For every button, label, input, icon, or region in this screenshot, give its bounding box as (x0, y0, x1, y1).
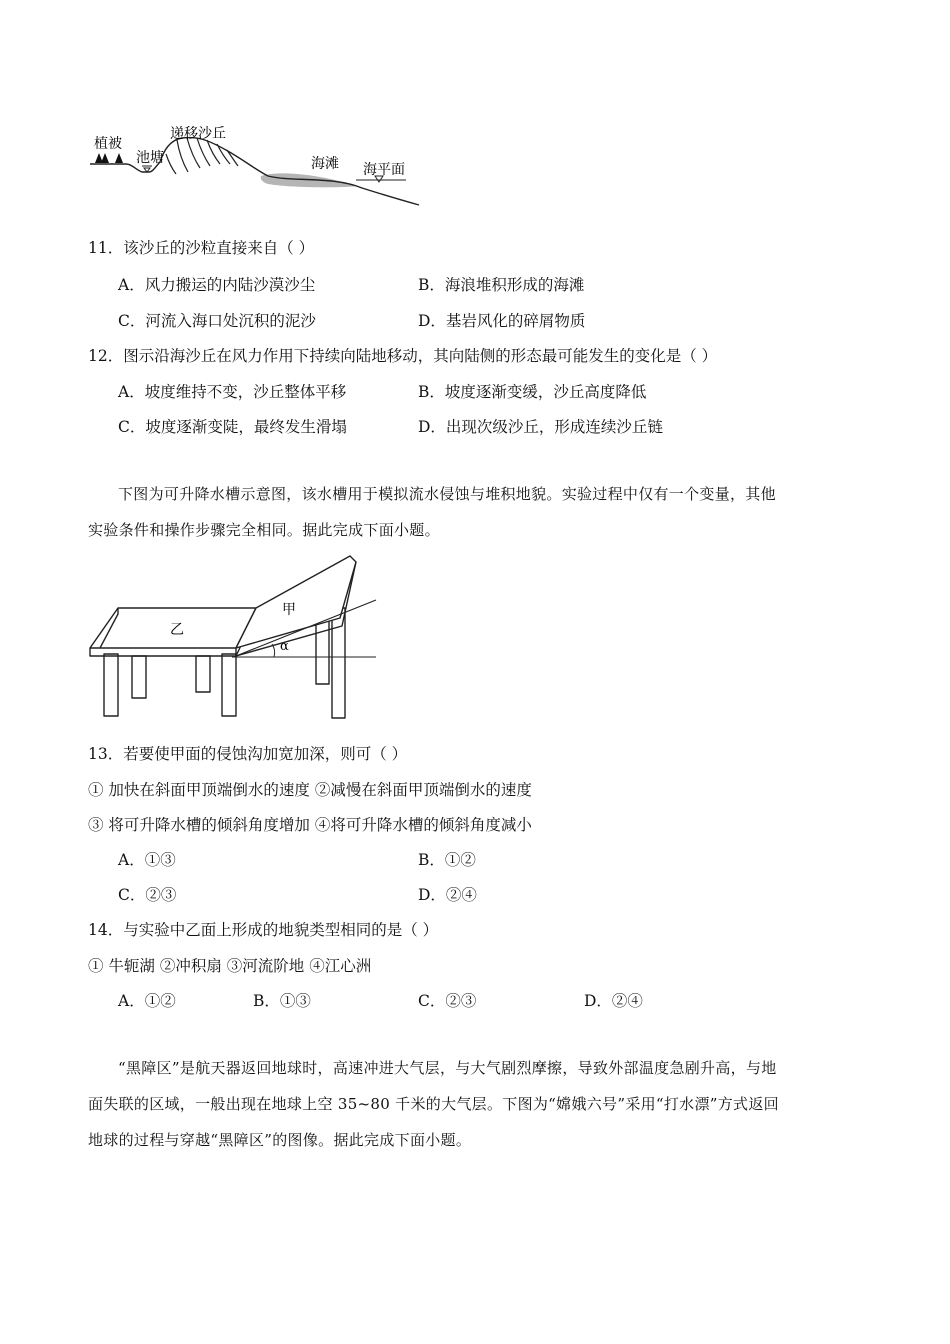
flume-leg (222, 654, 236, 716)
beach-shading (261, 173, 358, 187)
passage-flume-line2: 实验条件和操作步骤完全相同。据此完成下面小题。 (88, 521, 440, 539)
q11-option-d[interactable]: D．基岩风化的碎屑物质 (418, 312, 586, 330)
q11-stem: 11．该沙丘的沙粒直接来自（ ） (88, 239, 315, 257)
q12-option-a[interactable]: A．坡度维持不变，沙丘整体平移 (118, 383, 347, 401)
q12-stem: 12．图示沿海沙丘在风力作用下持续向陆地移动，其向陆侧的形态最可能发生的变化是（ ） (88, 347, 718, 365)
passage-blackout-line3: 地球的过程与穿越“黑障区”的图像。据此完成下面小题。 (88, 1131, 472, 1149)
q11-option-a[interactable]: A．风力搬运的内陆沙漠沙尘 (118, 276, 316, 294)
passage-blackout-intro (88, 1050, 863, 1158)
q12-option-b[interactable]: B．坡度逐渐变缓，沙丘高度降低 (418, 383, 647, 401)
q12-option-d[interactable]: D．出现次级沙丘，形成连续沙丘链 (418, 418, 663, 436)
q14-option-b[interactable]: B．①③ (253, 992, 311, 1010)
flume-figure (86, 552, 386, 722)
q14-statements: ① 牛轭湖 ②冲积扇 ③河流阶地 ④江心洲 (88, 957, 372, 975)
label-jia: 甲 (282, 602, 296, 618)
q14-option-a[interactable]: A．①② (118, 992, 176, 1010)
passage-flume-intro (88, 476, 863, 548)
beach-label: 海滩 (311, 156, 339, 172)
dune-hatching (166, 138, 238, 174)
q13-option-d[interactable]: D．②④ (418, 886, 477, 904)
passage-blackout-line2: 面失联的区域，一般出现在地球上空 35~80 千米的大气层。下图为“嫦娥六号”采用“打水漂”方式返回 (88, 1095, 779, 1113)
tree-icon (95, 153, 123, 163)
flume-leg (132, 656, 146, 698)
pond-label: 池塘 (136, 150, 164, 166)
dune-profile-figure (86, 118, 426, 214)
passage-blackout-line1: “黑障区”是航天器返回地球时，高速冲进大气层，与大气剧烈摩擦，导致外部温度急剧升高，与地 (118, 1059, 777, 1077)
q13-statements-2: ③ 将可升降水槽的倾斜角度增加 ④将可升降水槽的倾斜角度减小 (88, 816, 532, 834)
passage-flume-line1: 下图为可升降水槽示意图，该水槽用于模拟流水侵蚀与堆积地貌。实验过程中仅有一个变量，其他 (118, 485, 776, 503)
q14-option-d[interactable]: D．②④ (584, 992, 643, 1010)
q13-statements-1: ① 加快在斜面甲顶端倒水的速度 ②减慢在斜面甲顶端倒水的速度 (88, 781, 532, 799)
flume-leg (196, 656, 210, 692)
q11-option-c[interactable]: C．河流入海口处沉积的泥沙 (118, 312, 316, 330)
q11-option-b[interactable]: B．海浪堆积形成的海滩 (418, 276, 585, 294)
q13-option-c[interactable]: C．②③ (118, 886, 177, 904)
q13-option-a[interactable]: A．①③ (118, 851, 176, 869)
label-yi: 乙 (170, 622, 184, 638)
flume-leg (104, 654, 118, 716)
sea-level-label: 海平面 (363, 162, 405, 178)
label-alpha: α (280, 639, 289, 654)
q13-option-b[interactable]: B．①② (418, 851, 476, 869)
flume-leg (332, 608, 345, 718)
q14-stem: 14．与实验中乙面上形成的地貌类型相同的是（ ） (88, 921, 439, 939)
q12-option-c[interactable]: C．坡度逐渐变陡，最终发生滑塌 (118, 418, 347, 436)
vegetation-label: 植被 (94, 136, 122, 152)
q13-stem: 13．若要使甲面的侵蚀沟加宽加深，则可（ ） (88, 745, 408, 763)
q14-option-c[interactable]: C．②③ (418, 992, 477, 1010)
migrating-dune-label: 递移沙丘 (170, 126, 226, 142)
